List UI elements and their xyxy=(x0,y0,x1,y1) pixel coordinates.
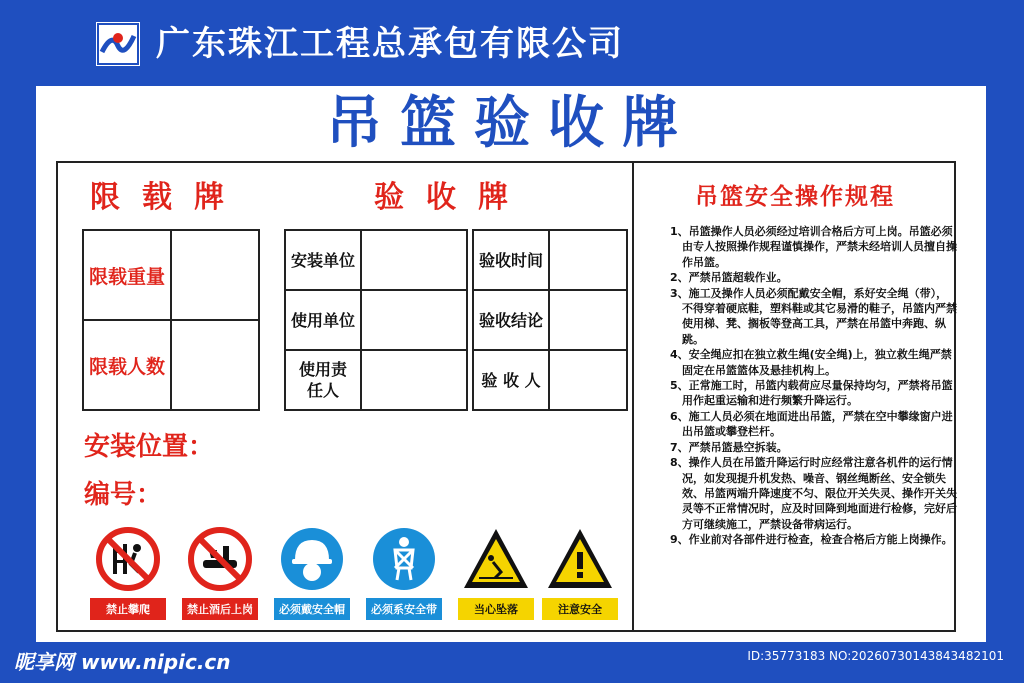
rules-list xyxy=(670,224,958,548)
rules-title: 吊篮安全操作规程 xyxy=(695,184,895,210)
company-name: 广东珠江工程总承包有限公司 xyxy=(156,24,624,64)
accept-result-label: 验收结论 xyxy=(473,290,549,350)
rule-item: 1、吊篮操作人员必须经过培训合格后方可上岗。吊篮必须由专人按照操作规程谨慎操作，严禁未经培训人员擅自操作吊篮。 xyxy=(670,225,957,269)
frame-divider xyxy=(632,161,634,630)
acceptance-table-left xyxy=(284,229,468,411)
rule-item: 3、施工及操作人员必须配戴安全帽，系好安全绳（带），不得穿着硬底鞋，塑料鞋或其它易滑的鞋子，吊篮内严禁使用梯、凳、搁板等登高工具，严禁在吊篮中奔跑、纵跳。 xyxy=(670,286,957,346)
rule-item: 5、正常施工时，吊篮内载荷应尽量保持均匀，严禁将吊篮用作起重运输和进行频繁升降运行。 xyxy=(670,379,953,408)
use-unit-label: 使用单位 xyxy=(285,290,361,350)
use-unit-value[interactable] xyxy=(361,290,467,350)
sign-no-drinking xyxy=(182,526,258,620)
sign-label: 禁止酒后上岗 xyxy=(182,598,258,620)
sign-caution xyxy=(542,526,618,620)
header xyxy=(0,0,1024,86)
sign-panel xyxy=(36,86,986,642)
install-position-label: 安装位置： xyxy=(84,432,215,462)
sign-no-climbing xyxy=(90,526,166,620)
company-logo-icon xyxy=(96,22,140,66)
sign-label: 禁止攀爬 xyxy=(90,598,166,620)
responsible-person-value[interactable] xyxy=(361,350,467,410)
site-watermark: 昵享网 www.nipic.cn xyxy=(14,650,231,674)
install-unit-label: 安装单位 xyxy=(285,230,361,290)
sign-helmet-required xyxy=(274,526,350,620)
accept-time-label: 验收时间 xyxy=(473,230,549,290)
load-table xyxy=(82,229,260,411)
rule-item: 6、施工人员必须在地面进出吊篮，严禁在空中攀缘窗户进出吊篮或攀登栏杆。 xyxy=(670,409,953,439)
load-persons-value[interactable] xyxy=(171,320,259,410)
page-title: 吊篮验收牌 xyxy=(326,91,696,156)
rule-item: 2、严禁吊篮超载作业。 xyxy=(670,271,788,285)
acceptor-value[interactable] xyxy=(549,350,627,410)
sign-fall-warning xyxy=(458,526,534,620)
sign-label: 必须系安全带 xyxy=(366,598,442,620)
image-id-text: ID:35773183 NO:20260730143843482101 xyxy=(747,649,1004,663)
responsible-person-label: 使用责任人 xyxy=(285,350,361,410)
install-unit-value[interactable] xyxy=(361,230,467,290)
sign-label: 当心坠落 xyxy=(458,598,534,620)
load-persons-label: 限载人数 xyxy=(83,320,171,410)
load-weight-value[interactable] xyxy=(171,230,259,320)
rule-item: 9、作业前对各部件进行检查，检查合格后方能上岗操作。 xyxy=(670,533,953,547)
accept-time-value[interactable] xyxy=(549,230,627,290)
rule-item: 7、严禁吊篮悬空拆装。 xyxy=(670,440,788,454)
harness-required-icon xyxy=(371,526,437,592)
sign-label: 必须戴安全帽 xyxy=(274,598,350,620)
accept-result-value[interactable] xyxy=(549,290,627,350)
acceptance-title: 验收牌 xyxy=(374,180,530,215)
sign-label: 注意安全 xyxy=(542,598,618,620)
number-label: 编号： xyxy=(84,480,163,510)
rule-item: 4、安全绳应扣在独立救生绳(安全绳)上，独立救生绳严禁固定在吊篮篮体及悬挂机构上。 xyxy=(670,348,952,377)
acceptor-label: 验 收 人 xyxy=(473,350,549,410)
helmet-required-icon xyxy=(279,526,345,592)
acceptance-table-right xyxy=(472,229,628,411)
fall-warning-icon xyxy=(461,526,531,592)
no-drinking-icon xyxy=(187,526,253,592)
load-weight-label: 限载重量 xyxy=(83,230,171,320)
no-climbing-icon xyxy=(95,526,161,592)
sign-harness-required xyxy=(366,526,442,620)
load-board-title: 限载牌 xyxy=(90,180,246,215)
caution-icon xyxy=(545,526,615,592)
rule-item: 8、操作人员在吊篮升降运行时应经常注意各机件的运行情况，如发现提升机发热、噪音、钢丝绳断丝、安全锁失效、吊篮两端升降速度不匀、限位开关失灵、操作开关失灵等不正常情况时，应及时回降到地面进行检修，完好后方可继续施工，严禁设备带病运行。 xyxy=(670,456,957,531)
